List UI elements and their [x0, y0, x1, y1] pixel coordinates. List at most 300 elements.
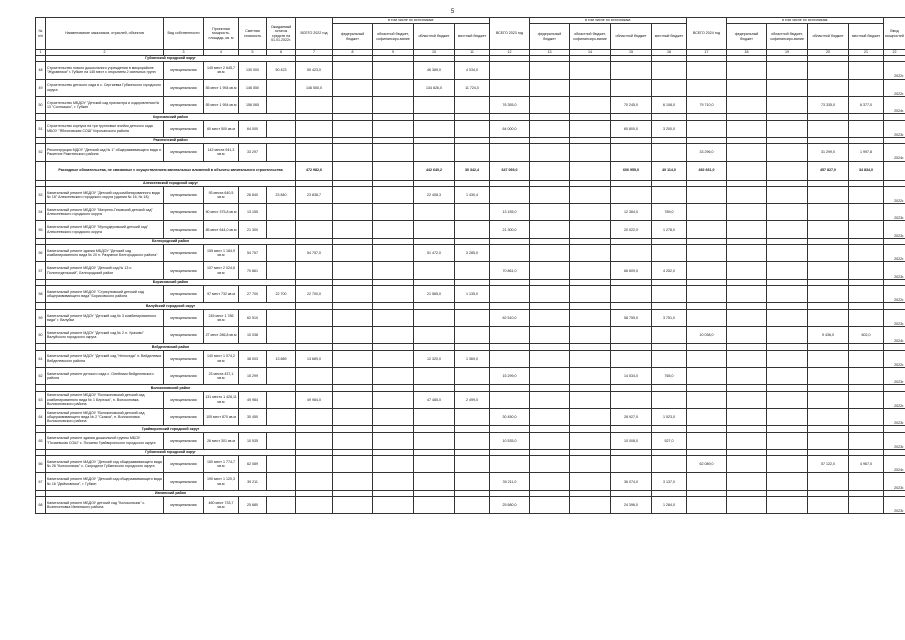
regional-2024: 457 827,0: [808, 161, 849, 180]
regional-2022: [414, 309, 455, 326]
header-regional-cofin: областной бюджет, софинансиро-вание: [373, 24, 414, 50]
header-cost: Сметная стоимость: [239, 18, 267, 50]
federal-2022: [333, 309, 373, 326]
cofin-2024: [767, 144, 808, 161]
ownership: муниципальная: [164, 456, 204, 473]
cofin-2022: [373, 96, 414, 113]
federal-2022: [333, 120, 373, 137]
cofin-2022: [373, 262, 414, 279]
local-2023: 3 200,0: [652, 120, 687, 137]
commission-year: 2023г.: [884, 309, 905, 326]
estimated-cost: 64 000: [239, 120, 267, 137]
ownership: муниципальная: [164, 79, 204, 96]
header-federal: федеральный бюджет: [333, 24, 373, 50]
expected-remainder: [267, 221, 296, 238]
federal-2024: [727, 367, 767, 384]
cofin-2022: [373, 245, 414, 262]
total-2023: 25 680,0: [490, 497, 530, 514]
ownership: муниципальная: [164, 391, 204, 408]
local-2024: 34 834,0: [849, 161, 884, 180]
regional-2023: 66 609,0: [611, 262, 652, 279]
local-2024: [849, 245, 884, 262]
federal-2024: [727, 327, 767, 344]
regional-2022: [414, 497, 455, 514]
total-2023: 62 510,0: [490, 309, 530, 326]
total-2023: 76 355,0: [490, 96, 530, 113]
cofin-2023: [570, 327, 611, 344]
cofin-2023: [570, 456, 611, 473]
cofin-2024: [767, 221, 808, 238]
total-2024: [687, 245, 727, 262]
expected-remainder: 50 423: [267, 62, 296, 79]
column-number: 2: [46, 50, 164, 56]
cofin-2023: [570, 367, 611, 384]
column-number: 13: [530, 50, 570, 56]
regional-2022: [414, 120, 455, 137]
total-2023: [490, 286, 530, 303]
object-name: Капитальный ремонт МАДОУ "Детский сад общеразвивающего вида № 26 "Колокольчик" с. Скороднoe Губкинского городского округа: [46, 456, 164, 473]
header-sources-2022: в том числе по источникам:: [333, 18, 490, 24]
commission-year: 2022г.: [884, 391, 905, 408]
local-2023: [652, 186, 687, 203]
regional-2024: [808, 391, 849, 408]
cofin-2023: [570, 79, 611, 96]
federal-2023: [530, 432, 570, 449]
regional-2023: 70 245,0: [611, 96, 652, 113]
total-2023: [490, 62, 530, 79]
local-2022: [455, 432, 490, 449]
ownership: муниципальная: [164, 245, 204, 262]
local-2023: 765,0: [652, 367, 687, 384]
local-2024: [849, 204, 884, 221]
cofin-2024: [767, 497, 808, 514]
header-regional-cofin: областной бюджет, софинансиро-вание: [570, 24, 611, 50]
commission-year: 2023г.: [884, 408, 905, 425]
header-regional: областной бюджет: [808, 24, 849, 50]
total-2024: 62 089,0: [687, 456, 727, 473]
total-2022: [296, 497, 333, 514]
regional-2023: [611, 456, 652, 473]
federal-2024: [727, 456, 767, 473]
regional-2024: 73 335,0: [808, 96, 849, 113]
section-title: Борисовский район: [46, 279, 296, 285]
local-2022: [455, 473, 490, 490]
cofin-2022: [373, 432, 414, 449]
commission-year: 2024г.: [884, 144, 905, 161]
local-2022: [455, 204, 490, 221]
column-number: 14: [570, 50, 611, 56]
commission-year: 2022г.: [884, 62, 905, 79]
header-sources-2023: в том числе по источникам:: [530, 18, 687, 24]
regional-2022: [414, 96, 455, 113]
regional-2022: [414, 408, 455, 425]
federal-2023: [530, 367, 570, 384]
local-2022: [455, 144, 490, 161]
object-name: Строительство детского сада в с. Сергиевка Губкинского городского округа: [46, 79, 164, 96]
local-2022: [455, 96, 490, 113]
commission-year: 2022г.: [884, 79, 905, 96]
local-2024: [849, 120, 884, 137]
regional-2023: [611, 62, 652, 79]
regional-2022: [414, 473, 455, 490]
federal-2022: [333, 391, 373, 408]
total-2024: [687, 79, 727, 96]
regional-2024: [808, 120, 849, 137]
federal-2024: [727, 79, 767, 96]
cofin-2024: [767, 473, 808, 490]
total-2022: [296, 367, 333, 384]
table-row: [36, 245, 905, 262]
expected-remainder: 23 840: [267, 186, 296, 203]
estimated-cost: 62 089: [239, 456, 267, 473]
section-title: Алексеевский городской округ: [46, 180, 296, 186]
expected-remainder: [267, 245, 296, 262]
section-title: Белгородский район: [46, 238, 296, 244]
commission-year: 2023г.: [884, 473, 905, 490]
local-2024: [849, 497, 884, 514]
cofin-2022: [373, 286, 414, 303]
budget-table: [35, 17, 905, 514]
expected-remainder: [267, 144, 296, 161]
total-2022: 13 689,0: [296, 350, 333, 367]
total-2023: [490, 327, 530, 344]
regional-2022: [414, 367, 455, 384]
estimated-cost: 146 550: [239, 79, 267, 96]
cofin-2022: [373, 120, 414, 137]
local-2022: [455, 456, 490, 473]
object-name: Капитальный ремонт МДОУ "Детский сад "Непоседа" п. Вейделевка Вейделевского района: [46, 350, 164, 367]
row-number: 48: [36, 62, 46, 79]
local-2022: [455, 262, 490, 279]
total-2024: [687, 204, 727, 221]
federal-2022: [333, 186, 373, 203]
capacity: 55 мест 1 954 кв.м: [204, 96, 239, 113]
federal-2022: [333, 144, 373, 161]
section-title: Волоконовский район: [46, 385, 296, 391]
object-name: Капитальный ремонт МДОУ "Детский сад № 2 п. Уразово" Валуйского городского округа: [46, 327, 164, 344]
column-number: 11: [455, 50, 490, 56]
total-2023: 13 155,0: [490, 204, 530, 221]
federal-2024: [727, 62, 767, 79]
cofin-2024: [767, 350, 808, 367]
total-2024: [687, 367, 727, 384]
total-2023: 10 535,0: [490, 432, 530, 449]
cofin-2023: [570, 186, 611, 203]
local-2023: 40 114,0: [652, 161, 687, 180]
expected-remainder: [267, 96, 296, 113]
capacity: 26 мест 301 кв.м: [204, 432, 239, 449]
federal-2024: [727, 286, 767, 303]
estimated-cost: 130 000: [239, 62, 267, 79]
capacity: 93 места 640,5 кв.м: [204, 186, 239, 203]
total-2024: [687, 286, 727, 303]
total-2023: 647 069,0: [490, 161, 530, 180]
capacity: 142 места 941,3 кв.м: [204, 144, 239, 161]
object-name: Реконструкция МДОУ "Детский сад № 1" общеразвивающего вида п. Ракитное Ракитянского района: [46, 144, 164, 161]
table-row: [36, 367, 905, 384]
cofin-2022: [373, 186, 414, 203]
local-2022: [455, 367, 490, 384]
expected-remainder: [267, 408, 296, 425]
total-2022: 49 984,0: [296, 391, 333, 408]
capacity: 131 место 1 428,11 кв.м: [204, 391, 239, 408]
table-row: [36, 204, 905, 221]
expected-remainder: 13 689: [267, 350, 296, 367]
object-name: Капитальный ремонт МБДОУ "Детский сад комбинированного вида № 16" Алексеевского городского округа (здания № 16, № 18): [46, 186, 164, 203]
capacity: 27 мест 286,8 кв.м: [204, 327, 239, 344]
expected-remainder: [267, 204, 296, 221]
local-2023: [652, 245, 687, 262]
total-2023: [490, 245, 530, 262]
local-2022: [455, 408, 490, 425]
cofin-2023: [570, 245, 611, 262]
federal-2022: [333, 473, 373, 490]
column-number: 5: [239, 50, 267, 56]
column-number: 19: [767, 50, 808, 56]
federal-2023: [530, 96, 570, 113]
total-2024: 33 296,0: [687, 144, 727, 161]
column-number: 20: [808, 50, 849, 56]
federal-2022: [333, 497, 373, 514]
total-2022: [296, 456, 333, 473]
estimated-cost: 15 299: [239, 367, 267, 384]
federal-2022: [333, 79, 373, 96]
local-2022: 2 499,0: [455, 391, 490, 408]
regional-2023: 20 022,0: [611, 221, 652, 238]
expected-remainder: [267, 497, 296, 514]
section-title: Валуйский городской округ: [46, 303, 296, 309]
row-number: 68: [36, 497, 46, 514]
cofin-2023: [570, 286, 611, 303]
total-2024: [687, 350, 727, 367]
local-2023: 1 284,0: [652, 497, 687, 514]
federal-2024: [727, 144, 767, 161]
local-2024: [849, 473, 884, 490]
ownership: муниципальная: [164, 309, 204, 326]
header-regional: областной бюджет: [414, 24, 455, 50]
table-row: [36, 186, 905, 203]
row-number: 62: [36, 367, 46, 384]
total-2022: [296, 473, 333, 490]
cofin-2022: [373, 79, 414, 96]
local-2023: 789,0: [652, 204, 687, 221]
regional-2024: [808, 408, 849, 425]
estimated-cost: 33 297: [239, 144, 267, 161]
header-local: местный бюджет: [455, 24, 490, 50]
cofin-2024: [767, 245, 808, 262]
expected-remainder: [267, 456, 296, 473]
total-2024: [687, 497, 727, 514]
regional-2022: 442 640,2: [414, 161, 455, 180]
regional-2023: 60 800,0: [611, 120, 652, 137]
federal-2023: [530, 245, 570, 262]
ownership: муниципальная: [164, 432, 204, 449]
header-sources-2024: в том числе по источникам:: [727, 18, 884, 24]
total-2024: [687, 186, 727, 203]
federal-2022: [333, 367, 373, 384]
total-2022: 146 550,0: [296, 79, 333, 96]
federal-2023: [530, 456, 570, 473]
table-row: [36, 96, 905, 113]
cofin-2024: [767, 96, 808, 113]
commission-year: 2024г.: [884, 96, 905, 113]
total-2024: [687, 309, 727, 326]
regional-2022: [414, 262, 455, 279]
local-2023: 527,0: [652, 432, 687, 449]
federal-2023: [530, 286, 570, 303]
ownership: муниципальная: [164, 144, 204, 161]
estimated-cost: 25 680: [239, 497, 267, 514]
federal-2024: [727, 391, 767, 408]
local-2024: 4 967,0: [849, 456, 884, 473]
total-2023: 15 299,0: [490, 367, 530, 384]
row-number: 63: [36, 391, 46, 408]
regional-2023: 36 074,0: [611, 473, 652, 490]
section-title: Ракитянский район: [46, 137, 296, 143]
total-2024: [687, 391, 727, 408]
cofin-2024: [767, 262, 808, 279]
ownership: муниципальная: [164, 62, 204, 79]
regional-2022: [414, 432, 455, 449]
column-number: 1: [36, 50, 46, 56]
estimated-cost: 27 700: [239, 286, 267, 303]
object-name: Капитальный ремонт МБДОУ "Матрено-Гезовский детский сад" Алексеевского городского округа: [46, 204, 164, 221]
federal-2024: [727, 432, 767, 449]
row-number: 51: [36, 120, 46, 137]
row-number: 56: [36, 245, 46, 262]
total-2022: [296, 204, 333, 221]
regional-2023: [611, 327, 652, 344]
table-row: [36, 286, 905, 303]
header-total-2023: ВСЕГО 2023 год: [490, 18, 530, 50]
federal-2023: [530, 350, 570, 367]
regional-2024: [808, 79, 849, 96]
table-row: [36, 327, 905, 344]
local-2023: [652, 79, 687, 96]
federal-2024: [727, 350, 767, 367]
local-2024: [849, 367, 884, 384]
commission-year: 2023г.: [884, 432, 905, 449]
expected-remainder: [267, 391, 296, 408]
total-2024: 492 661,0: [687, 161, 727, 180]
federal-2023: [530, 391, 570, 408]
ownership: муниципальная: [164, 262, 204, 279]
regional-2023: [611, 286, 652, 303]
local-2024: 602,0: [849, 327, 884, 344]
cofin-2024: [767, 204, 808, 221]
column-number: 9: [373, 50, 414, 56]
cofin-2023: [570, 432, 611, 449]
cofin-2024: [767, 286, 808, 303]
object-name: Капитальный ремонт здания МБДОУ "Детский сад комбинированного вида № 20 п. Разумное Белгородского района": [46, 245, 164, 262]
total-2022: 472 982,6: [296, 161, 333, 180]
total-2024: [687, 408, 727, 425]
local-2022: 30 342,4: [455, 161, 490, 180]
cofin-2022: [373, 221, 414, 238]
estimated-cost: 39 211: [239, 473, 267, 490]
column-number: 21: [849, 50, 884, 56]
local-2023: 3 751,0: [652, 309, 687, 326]
column-number: 10: [414, 50, 455, 56]
total-2023: 70 861,0: [490, 262, 530, 279]
table-row: [36, 79, 905, 96]
local-2022: 1 430,4: [455, 186, 490, 203]
local-2024: [849, 391, 884, 408]
estimated-cost: 30 450: [239, 408, 267, 425]
federal-2023: [530, 221, 570, 238]
regional-2022: [414, 327, 455, 344]
estimated-cost: 38 003: [239, 350, 267, 367]
total-2023: [490, 144, 530, 161]
total-2022: 23 838,7: [296, 186, 333, 203]
object-name: Строительство корпуса на три групповые ячейки детского сада МБОУ "Яблоновская СОШ" Корочанского района: [46, 120, 164, 137]
object-name: Капитальный ремонт МБДОУ "Детский сад общеразвивающего вида № 16 "Дюймовочка", г. Губкин: [46, 473, 164, 490]
capacity: 460 мест 733,7 кв.м: [204, 497, 239, 514]
federal-2024: [727, 186, 767, 203]
federal-2023: [530, 161, 570, 180]
federal-2022: [333, 96, 373, 113]
cofin-2022: [373, 204, 414, 221]
federal-2022: [333, 456, 373, 473]
cofin-2022: [373, 350, 414, 367]
local-2023: [652, 391, 687, 408]
total-2022: 50 423,0: [296, 62, 333, 79]
ownership: муниципальная: [164, 186, 204, 203]
regional-2022: [414, 221, 455, 238]
header-ownership: Вид собственности: [164, 18, 204, 50]
total-2024: [687, 120, 727, 137]
federal-2023: [530, 144, 570, 161]
cofin-2022: [373, 408, 414, 425]
ownership: муниципальная: [164, 120, 204, 137]
federal-2024: [727, 497, 767, 514]
estimated-cost: 10 038: [239, 327, 267, 344]
estimated-cost: 49 984: [239, 391, 267, 408]
ownership: муниципальная: [164, 350, 204, 367]
federal-2023: [530, 79, 570, 96]
cofin-2022: [373, 327, 414, 344]
ownership: муниципальная: [164, 204, 204, 221]
federal-2023: [530, 473, 570, 490]
regional-2023: [611, 79, 652, 96]
ownership: муниципальная: [164, 221, 204, 238]
local-2024: 1 997,8: [849, 144, 884, 161]
column-number: 4: [204, 50, 239, 56]
commission-year: 2022г.: [884, 245, 905, 262]
section-title: Губкинский городской округ: [46, 56, 296, 62]
cofin-2024: [767, 309, 808, 326]
total-2023: 64 000,0: [490, 120, 530, 137]
capacity: 107 мест 2 024,6 кв.м: [204, 262, 239, 279]
regional-2024: 57 122,0: [808, 456, 849, 473]
capacity: 190 мест 1 120,3 кв.м: [204, 473, 239, 490]
regional-2023: 606 955,0: [611, 161, 652, 180]
capacity: 155 мест 1 184,9 кв.м: [204, 245, 239, 262]
federal-2023: [530, 186, 570, 203]
local-2022: [455, 221, 490, 238]
regional-2023: [611, 144, 652, 161]
regional-2024: [808, 62, 849, 79]
cofin-2024: [767, 186, 808, 203]
cofin-2023: [570, 161, 611, 180]
total-2023: 21 300,0: [490, 221, 530, 238]
total-2024: 10 038,0: [687, 327, 727, 344]
table-row: [36, 221, 905, 238]
total-2023: [490, 391, 530, 408]
column-number: 22: [884, 50, 905, 56]
object-name: Капитальный ремонт МБДОУ "Мухоудеровский детский сад" Алексеевского городского округа: [46, 221, 164, 238]
cofin-2023: [570, 120, 611, 137]
